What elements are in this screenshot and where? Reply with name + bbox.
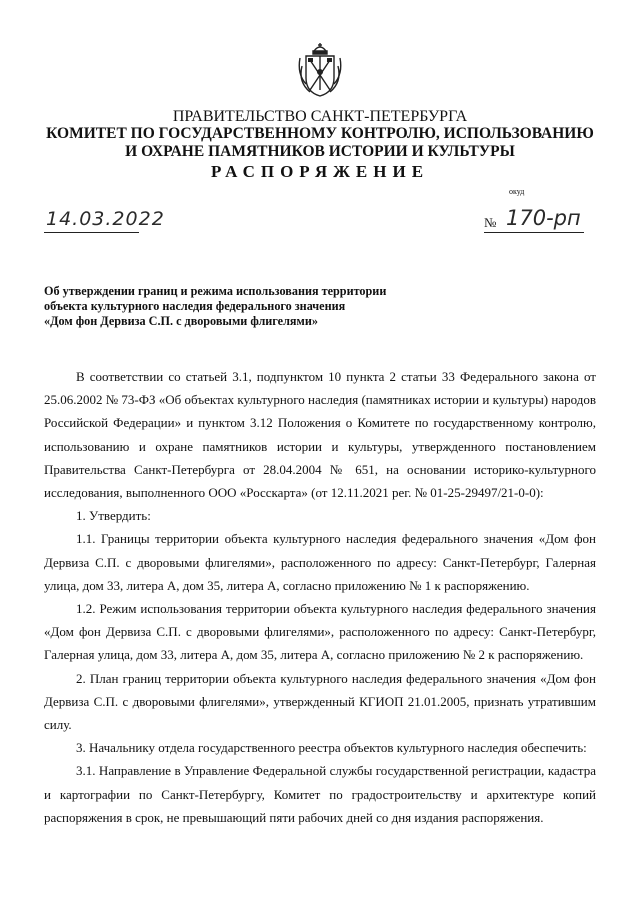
document-body [44, 365, 596, 829]
document-title [44, 284, 464, 329]
number-sign: № [484, 215, 497, 230]
clause-1-2: 1.2. Режим использования территории объекта культурного наследия федерального значения «Дом фон Дервиза С.П. с дворовыми флигелями», расположенного по адресу: Санкт-Петербург, Галерная улица, дом 33, литера А, дом 35, литера А, согласно приложению № 2 к распоряжению. [44, 601, 596, 663]
date-field [44, 206, 165, 233]
title-line-2: объекта культурного наследия федерального значения [44, 299, 346, 313]
clause-3-1: 3.1. Направление в Управление Федеральной службы государственной регистрации, кадастра и картографии по Санкт-Петербургу, Комитет по градостроительству и архитектуре копий распоряжения в срок, не превышающий пяти рабочих дней со дня издания распоряжения. [44, 763, 596, 825]
committee-name-line-2: И ОХРАНЕ ПАМЯТНИКОВ ИСТОРИИ И КУЛЬТУРЫ [125, 143, 515, 160]
clause-1: 1. Утвердить: [76, 508, 151, 524]
clause-1-1: 1.1. Границы территории объекта культурного наследия федерального значения «Дом фон Дервиза С.П. с дворовыми флигелями», расположенного по адресу: Санкт-Петербург, Галерная улица, дом 33, литера А, дом 35, литера А, согласно приложению № 1 к распоряжению. [44, 531, 596, 593]
preamble-paragraph: В соответствии со статьей 3.1, подпунктом 10 пункта 2 статьи 33 Федерального закона от 25.06.2002 № 73-ФЗ «Об объектах культурного наследия (памятниках истории и культуры) народов Российской Федерации» и пунктом 3.12 Положения о Комитете по государственному контролю, использованию и охране памятников истории и культуры, утвержденного постановлением Правительства Санкт-Петербурга от 28.04.2004 № 651, на основании историко-культурного исследования, выполненного ООО «Росскарта» (от 12.11.2021 рег. № 01-25-29497/21-0-0): [44, 369, 596, 501]
handwritten-number: 170-рп [506, 206, 581, 230]
number-field [484, 206, 584, 233]
clause-2: 2. План границ территории объекта культурного наследия федерального значения «Дом фон Дервиза С.П. с дворовыми флигелями», утвержденный КГИОП 21.01.2005, признать утратившим силу. [44, 670, 596, 733]
okud-label: окуд [509, 187, 525, 196]
title-line-3: «Дом фон Дервиза С.П. с дворовыми флигелями» [44, 314, 318, 328]
handwritten-date: 14.03.2022 [46, 208, 165, 230]
committee-name-line-1: КОМИТЕТ ПО ГОСУДАРСТВЕННОМУ КОНТРОЛЮ, ИСПОЛЬЗОВАНИЮ [46, 125, 594, 142]
title-line-1: Об утверждении границ и режима использования территории [44, 284, 387, 298]
coat-of-arms-emblem [296, 42, 344, 98]
clause-3: 3. Начальнику отдела государственного реестра объектов культурного наследия обеспечить: [76, 740, 587, 756]
government-name: ПРАВИТЕЛЬСТВО САНКТ-ПЕТЕРБУРГА [172, 108, 468, 125]
document-type: РАСПОРЯЖЕНИЕ [210, 162, 430, 181]
